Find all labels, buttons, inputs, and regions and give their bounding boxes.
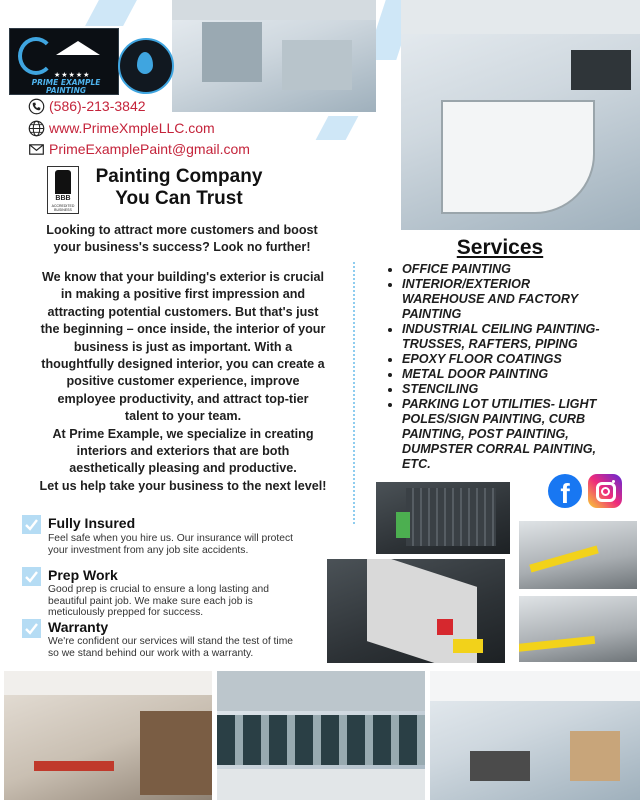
checkmark-icon <box>22 567 41 586</box>
feature-description: Feel safe when you hire us. Our insurance will protect your investment from any job site accidents. <box>48 533 293 556</box>
indoor-pool-photo <box>217 671 425 800</box>
facebook-icon[interactable] <box>548 474 582 508</box>
body-line: aesthetically pleasing and productive. <box>69 461 297 476</box>
instagram-icon[interactable] <box>588 474 622 508</box>
phone-icon <box>28 98 45 115</box>
body-line: business is just as important. With a <box>73 339 293 354</box>
accent-stripe <box>316 116 359 140</box>
accent-stripe <box>85 0 137 26</box>
services-list <box>382 262 640 472</box>
body-line: interiors and exteriors that are both <box>76 444 290 459</box>
body-line: employee productivity, and attract top-tier <box>57 391 309 406</box>
bbb-sub-label: ACCREDITED BUSINESS <box>51 204 75 212</box>
service-item: • METAL DOOR PAINTING <box>402 367 640 382</box>
parking-curb-photo-1 <box>519 521 637 589</box>
feature-title: Warranty <box>48 619 109 635</box>
roof-logo-mark <box>56 41 100 55</box>
body-text <box>20 269 346 495</box>
body-line: attracting potential customers. But that's just <box>47 304 319 319</box>
intro-line: Looking to attract more customers and boost <box>46 223 318 237</box>
mail-icon <box>28 141 45 158</box>
checkmark-icon <box>22 619 41 638</box>
star-rating-mark: ★★★★★ <box>54 72 91 79</box>
bbb-accredited-badge <box>47 166 79 214</box>
email-address: PrimeExamplePaint@gmail.com <box>49 141 250 157</box>
swirl-logo-mark <box>18 37 54 75</box>
body-line: in making a positive first impression and <box>60 287 306 302</box>
service-item: • OFFICE PAINTING <box>402 262 640 277</box>
body-line: At Prime Example, we specialize in creating <box>52 426 314 441</box>
lobby-interior-photo <box>430 671 640 800</box>
bbb-label: BBB <box>55 195 71 202</box>
body-line: thoughtfully designed interior, you can create a <box>41 357 325 372</box>
dotted-divider <box>353 262 355 524</box>
service-item: • PARKING LOT UTILITIES- LIGHT POLES/SIGN PAINTING, CURB PAINTING, POST PAINTING, DUMPSTER CORRAL PAINTING, ETC. <box>402 397 640 472</box>
intro-line: your business's success? Look no further! <box>53 240 311 255</box>
hero-title <box>84 166 274 210</box>
feature-description: We're confident our services will stand the test of time so we stand behind our work with a warranty. <box>48 636 294 659</box>
service-item: • INTERIOR/EXTERIOR WAREHOUSE AND FACTORY PAINTING <box>402 277 640 322</box>
phone-number: (586)-213-3842 <box>49 98 146 114</box>
checkmark-icon <box>22 515 41 534</box>
body-line: We know that your building's exterior is crucial <box>42 270 324 284</box>
facebook-glyph: f <box>560 478 570 508</box>
paint-drop-badge-icon <box>118 38 174 94</box>
contact-email[interactable] <box>28 139 250 159</box>
body-line: positive customer experience, improve <box>66 374 300 389</box>
hero-title-line: You Can Trust <box>115 188 243 209</box>
contact-website[interactable] <box>28 118 215 138</box>
body-line: the beginning – once inside, the interior of your <box>40 322 326 337</box>
service-item: • INDUSTRIAL CEILING PAINTING- TRUSSES, RAFTERS, PIPING <box>402 322 640 352</box>
dumpster-corral-photo <box>376 482 510 554</box>
company-logo <box>9 28 119 95</box>
cafe-interior-photo <box>4 671 212 800</box>
services-title: Services <box>456 236 544 259</box>
body-line: Let us help take your business to the next level! <box>39 478 327 493</box>
intro-text <box>22 222 342 257</box>
hero-title-line: Painting Company <box>95 166 263 187</box>
office-interior-photo <box>172 0 376 112</box>
feature-title: Prep Work <box>48 567 118 583</box>
logo-wordmark: PRIME EXAMPLE PAINTING <box>31 78 101 95</box>
contact-phone[interactable] <box>28 96 146 116</box>
parking-curb-photo-2 <box>519 596 637 662</box>
gas-station-canopy-photo <box>327 559 505 663</box>
website-link: www.PrimeXmpleLLC.com <box>49 120 215 136</box>
feature-description: Good prep is crucial to ensure a long lasting and beautiful paint job. We make sure each job is meticulously prepped for success. <box>48 584 269 618</box>
body-line: talent to your team. <box>124 409 242 424</box>
service-item: • EPOXY FLOOR COATINGS <box>402 352 640 367</box>
globe-icon <box>28 120 45 137</box>
bbb-torch-icon <box>55 170 71 194</box>
feature-title: Fully Insured <box>48 515 136 531</box>
service-item: • STENCILING <box>402 382 640 397</box>
retail-interior-photo <box>401 0 640 230</box>
